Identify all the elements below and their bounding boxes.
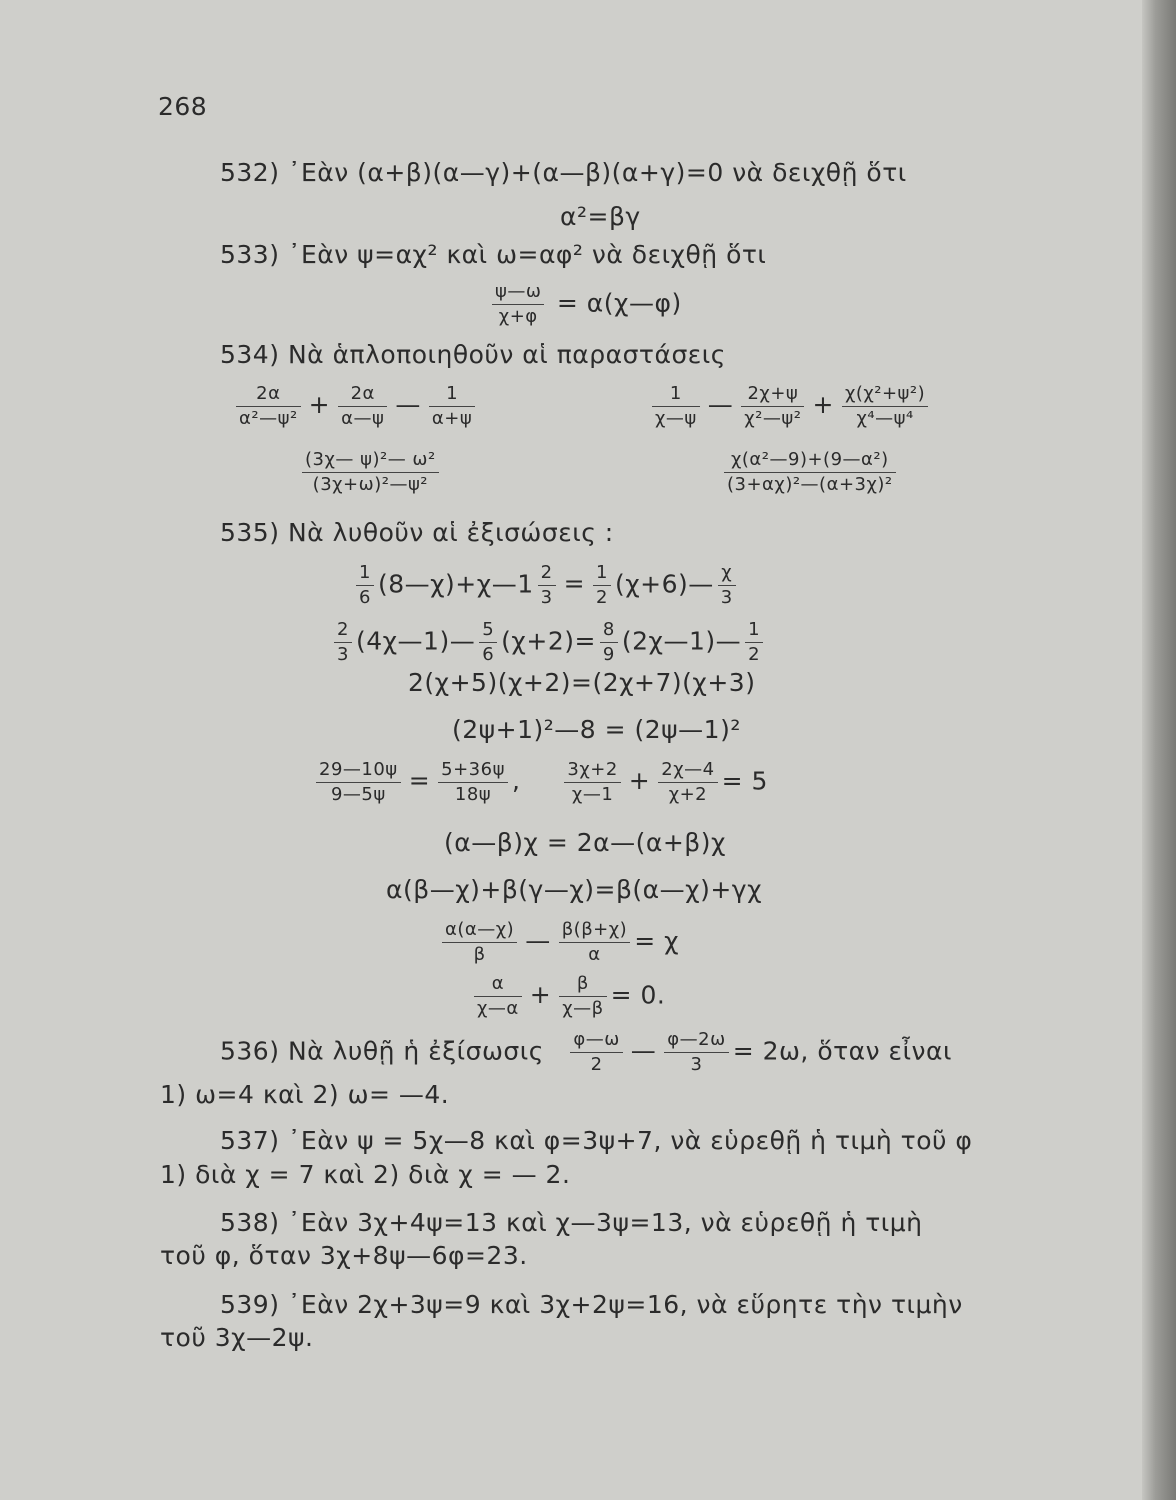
text-line: 1) διὰ χ = 7 καὶ 2) διὰ χ = — 2. <box>160 1160 571 1189</box>
fraction: $\frac{\text{χ(χ²+ψ²)}}{\text{χ⁴—ψ⁴}}$ <box>842 384 928 429</box>
fraction: $\frac{2\alpha}{\text{α²—ψ²}}$ <box>236 384 301 429</box>
fraction: $\frac{1}{\chi—\psi}$ <box>652 384 700 429</box>
equation: $\frac{1}{6}$ (8—χ)+χ—1 $\frac{2}{3}$ = $\frac{1}{2}$ (χ+6)— $\frac{\chi}{3}$ <box>352 563 740 608</box>
equation: α²=βγ <box>560 202 641 231</box>
problem-text: ᾿Εὰν ψ=αχ² καὶ ω=αφ² νὰ δειχθῇ ὅτι <box>287 240 767 269</box>
expression <box>298 450 443 495</box>
text-line: 1) ω=4 καὶ 2) ω= —4. <box>160 1080 450 1109</box>
expression: $\frac{1}{\chi—\psi}$ — $\frac{2\chi+\psi}{\text{χ²—ψ²}}$ + $\frac{\text{χ(χ²+ψ²)}}{\text{χ⁴—ψ⁴}}$ <box>648 384 932 429</box>
problem-text: Νὰ ἁπλοποιηθοῦν αἱ παραστάσεις <box>287 340 726 369</box>
problem-535 <box>220 518 614 548</box>
problem-532 <box>220 158 907 188</box>
fraction: $\frac{\psi—\omega}{\chi+\varphi}$ <box>492 282 544 327</box>
page-number: 268 <box>158 92 208 121</box>
problem-534 <box>220 340 726 370</box>
problem-text: Νὰ λυθοῦν αἱ ἐξισώσεις : <box>287 518 614 547</box>
problem-538: 538) ᾿Εὰν 3χ+4ψ=13 καὶ χ—3ψ=13, νὰ εὑρεθῇ ἡ τιμὴ <box>220 1208 923 1237</box>
text-line: τοῦ φ, ὅταν 3χ+8ψ—6φ=23. <box>160 1241 528 1270</box>
problem-539: 539) ᾿Εὰν 2χ+3ψ=9 καὶ 3χ+2ψ=16, νὰ εὕρητε τὴν τιμὴν <box>220 1290 963 1319</box>
equation: $\frac{\psi—\omega}{\chi+\varphi}$ = α(χ—φ) <box>488 282 682 327</box>
fraction: $\frac{2\chi+\psi}{\text{χ²—ψ²}}$ <box>741 384 804 429</box>
equation: (2ψ+1)²—8 = (2ψ—1)² <box>452 715 741 744</box>
page-edge <box>1142 0 1176 1500</box>
fraction: $\frac{2\alpha}{\alpha—\psi}$ <box>338 384 387 429</box>
equation: α(β—χ)+β(γ—χ)=β(α—χ)+γχ <box>386 875 763 904</box>
fraction: $\frac{1}{\alpha+\psi}$ <box>429 384 475 429</box>
equation: $\frac{2}{3}$ (4χ—1)— $\frac{5}{6}$ (χ+2)= $\frac{8}{9}$ (2χ—1)— $\frac{1}{2}$ <box>330 620 767 665</box>
text-line: τοῦ 3χ—2ψ. <box>160 1323 314 1352</box>
fraction: $\frac{\text{(3χ— ψ)²— ω²}}{\text{(3χ+ω)²—ψ²}}$ <box>302 450 439 495</box>
expression: $\frac{2\alpha}{\text{α²—ψ²}}$ + $\frac{2\alpha}{\alpha—\psi}$ — $\frac{1}{\alpha+\psi}$ <box>232 384 479 429</box>
problem-number: 534) <box>220 340 280 369</box>
equation: $\frac{\alpha(\alpha—\chi)}{\beta}$ — $\frac{\beta(\beta+\chi)}{\alpha}$ = χ <box>438 920 679 965</box>
problem-text: ᾿Εὰν (α+β)(α—γ)+(α—β)(α+γ)=0 νὰ δειχθῇ ὅτι <box>287 158 907 187</box>
problem-number: 536) <box>220 1036 280 1066</box>
fraction: $\frac{\text{χ(α²—9)+(9—α²)}}{\text{(3+αχ)²—(α+3χ)²}}$ <box>724 450 896 495</box>
equation: $\frac{\alpha}{\chi—\alpha}$ + $\frac{\beta}{\chi—\beta}$ = 0. <box>470 974 665 1019</box>
problem-533 <box>220 240 766 270</box>
problem-text: Νὰ λυθῇ ἡ ἐξίσωσις <box>287 1036 544 1066</box>
problem-number: 532) <box>220 158 280 187</box>
problem-number: 535) <box>220 518 280 547</box>
problem-number: 533) <box>220 240 280 269</box>
equation: 2(χ+5)(χ+2)=(2χ+7)(χ+3) <box>408 668 756 697</box>
equation: (α—β)χ = 2α—(α+β)χ <box>444 828 726 857</box>
equation: $\frac{29—10\psi}{9—5\psi}$ = $\frac{5+36\psi}{18\psi}$ , $\frac{3\chi+2}{\chi—1}$ + $\frac{2\chi—4}{\chi+2}$ = 5 <box>312 760 768 805</box>
expression <box>720 450 900 495</box>
problem-537: 537) ᾿Εὰν ψ = 5χ—8 καὶ φ=3ψ+7, νὰ εὑρεθῇ ἡ τιμὴ τοῦ φ <box>220 1126 973 1155</box>
problem-536: 536) Νὰ λυθῇ ἡ ἐξίσωσις $\frac{\varphi—\omega}{2}$ — $\frac{\varphi—2\omega}{3}$ = 2ω, ὅταν εἶναι <box>220 1029 952 1075</box>
